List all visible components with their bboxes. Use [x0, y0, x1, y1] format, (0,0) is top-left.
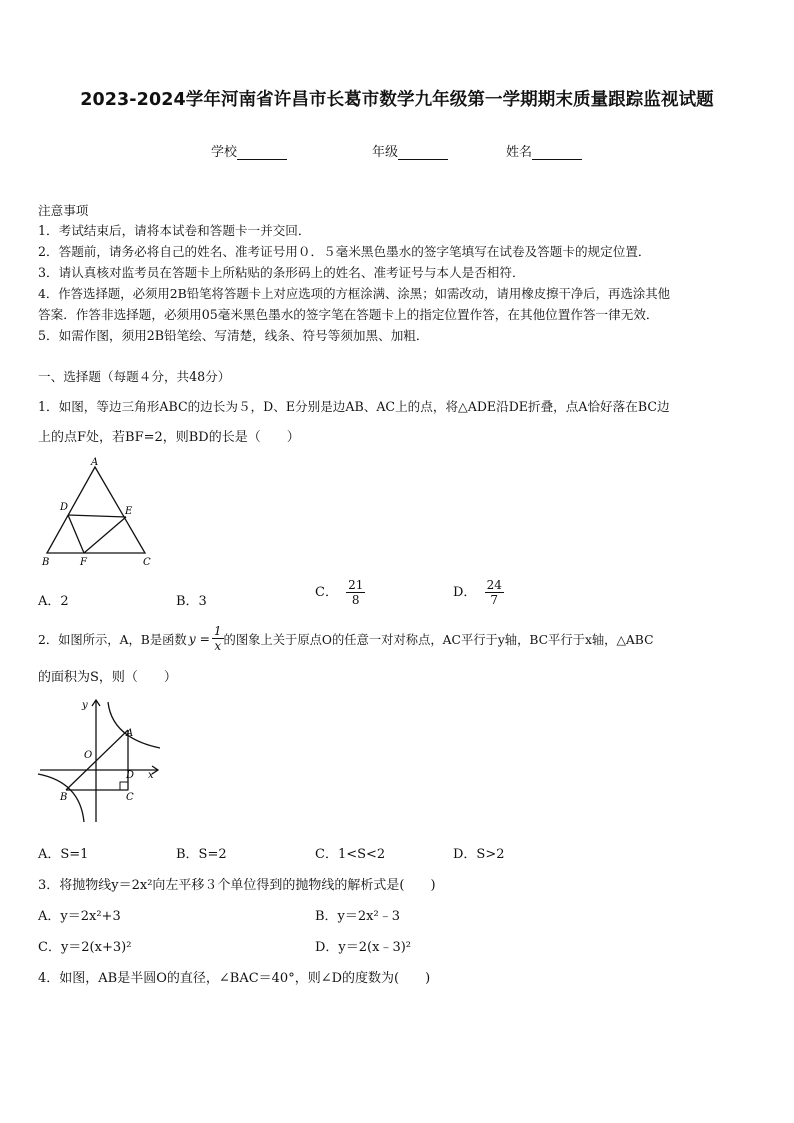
name-blank[interactable] [532, 146, 582, 160]
notice-item-2: 2．答题前，请务必将自己的姓名、准考证号用０．５毫米黑色墨水的签字笔填写在试卷及答题卡的规定位置． [38, 244, 651, 259]
q2-text-post: 的图象上关于原点O的任意一对对称点，AC平行于y轴，BC平行于x轴，△ABC [223, 632, 654, 647]
name-field[interactable] [506, 141, 582, 160]
school-blank[interactable] [237, 146, 287, 160]
q3-option-b[interactable]: B．y＝2x²﹣3 [315, 909, 400, 924]
q2-func-denominator: x [214, 639, 222, 653]
q1-option-c-denominator: 8 [351, 593, 360, 607]
label-c: C [143, 557, 151, 568]
notice-item-3: 3．请认真核对监考员在答题卡上所粘贴的条形码上的姓名、准考证号与本人是否相符． [38, 265, 525, 280]
q2-func-numerator: 1 [213, 624, 222, 638]
notice-heading: 注意事项 [38, 203, 89, 218]
q3-option-a[interactable]: A．y＝2x²+3 [38, 909, 121, 924]
q2-option-a[interactable]: A．S=1 [38, 847, 89, 862]
label-a: A [126, 728, 134, 739]
q3-option-c[interactable]: C．y＝2(x+3)² [38, 940, 132, 955]
school-field[interactable] [211, 141, 287, 160]
q1-triangle-figure [38, 455, 162, 570]
q3-option-d[interactable]: D．y＝2(x﹣3)² [315, 940, 411, 955]
label-d: D [60, 502, 69, 513]
segment-df [68, 515, 84, 553]
q4-text-line1: 4．如图，AB是半圆O的直径，∠BAC＝40°，则∠D的度数为( ) [38, 971, 431, 986]
label-x: x [148, 770, 154, 781]
label-y: y [82, 700, 88, 711]
label-b: B [42, 557, 50, 568]
fold-line-de [68, 515, 126, 517]
label-b: B [60, 792, 68, 803]
q2-option-c[interactable]: C．1<S<2 [315, 847, 386, 862]
notice-item-4-cont: 答案．作答非选择题，必须用05毫米黑色墨水的签字笔在答题卡上的指定位置作答，在其他位置作答一律无效． [38, 307, 659, 322]
q2-func-lhs: y = [188, 631, 210, 646]
q2-text-line2: 的面积为S，则（ ） [38, 670, 177, 685]
school-label: 学校 [211, 145, 238, 160]
segment-ef [84, 517, 126, 553]
notice-item-1: 1．考试结束后，请将本试卷和答题卡一并交回． [38, 223, 311, 238]
q1-option-d-fraction [485, 578, 504, 607]
q1-option-a[interactable]: A．2 [38, 594, 69, 609]
q1-text-line2: 上的点F处，若BF=2，则BD的长是（ ） [38, 430, 300, 445]
label-d: D [126, 770, 135, 781]
segment-ab [66, 730, 128, 790]
q1-option-d[interactable] [453, 578, 504, 607]
q1-option-d-denominator: 7 [490, 593, 499, 607]
q2-option-b[interactable]: B．S=2 [176, 847, 227, 862]
label-o: O [84, 750, 93, 761]
label-a: A [91, 457, 99, 468]
q1-text-line1: 1．如图，等边三角形ABC的边长为５，D、E分别是边AB、AC上的点，将△ADE沿DE折叠，点A恰好落在BC边 [38, 399, 670, 414]
label-f: F [80, 557, 87, 568]
q1-option-b[interactable]: B．3 [176, 594, 207, 609]
q1-option-d-prefix: D． [453, 585, 477, 600]
q1-option-c-fraction [346, 578, 365, 607]
grade-field[interactable] [372, 141, 448, 160]
notice-item-4: 4．作答选择题，必须用2B铅笔将答题卡上对应选项的方框涂满、涂黑；如需改动，请用橡皮擦干净后，再选涂其他 [38, 286, 671, 301]
label-c: C [126, 792, 134, 803]
name-label: 姓名 [506, 145, 533, 160]
right-angle-mark [120, 782, 128, 790]
q1-option-c-numerator: 21 [348, 578, 364, 592]
q1-option-d-numerator: 24 [486, 578, 502, 592]
section-heading: 一、选择题（每题４分，共48分） [38, 369, 231, 384]
q1-option-c[interactable] [315, 578, 365, 607]
label-e: E [125, 506, 133, 517]
notice-item-5: 5．如需作图，须用2B铅笔绘、写清楚，线条、符号等须加黑、加粗． [38, 328, 429, 343]
q3-text-line1: 3．将抛物线y＝2x²向左平移３个单位得到的抛物线的解析式是( ) [38, 878, 436, 893]
q1-option-c-prefix: C． [315, 585, 338, 600]
q2-option-d[interactable]: D．S>2 [453, 847, 505, 862]
q2-func-fraction [212, 624, 224, 653]
grade-blank[interactable] [398, 146, 448, 160]
q2-text-pre: 2．如图所示，A，B是函数 [38, 632, 187, 647]
page-title: 2023-2024学年河南省许昌市长葛市数学九年级第一学期期末质量跟踪监视试题 [80, 90, 714, 110]
q2-hyperbola-figure [36, 694, 166, 829]
q2-text-line1 [38, 624, 654, 653]
grade-label: 年级 [372, 145, 399, 160]
